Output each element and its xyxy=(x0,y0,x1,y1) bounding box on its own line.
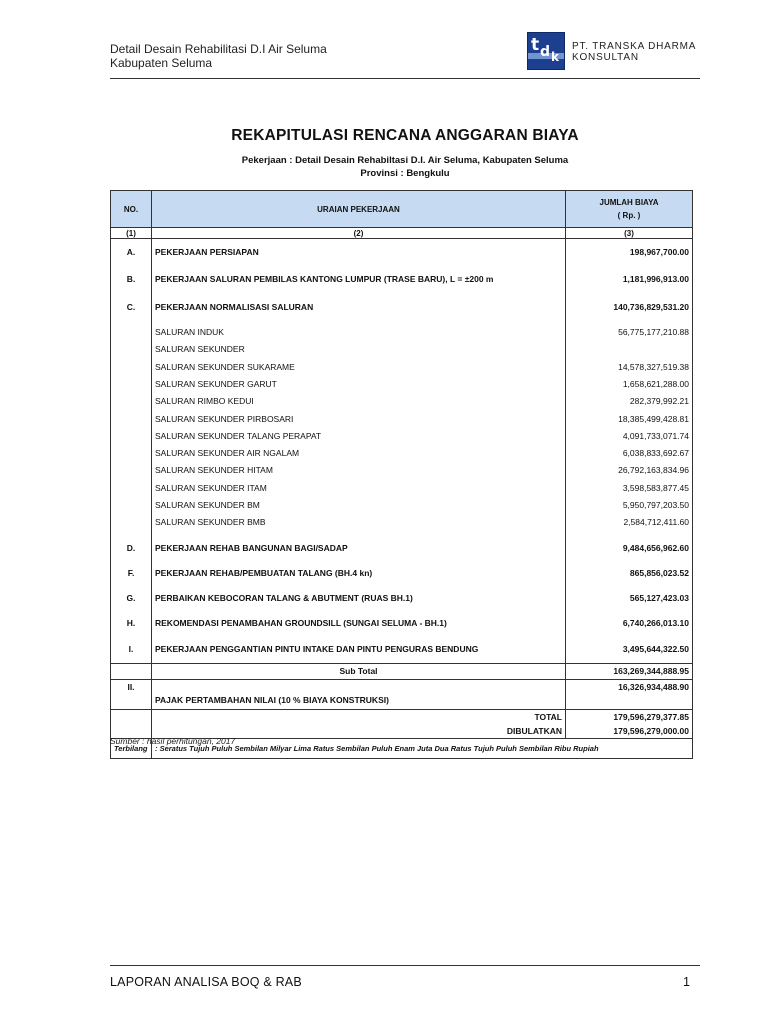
ppn-row xyxy=(111,679,693,709)
cell-uraian: SALURAN SEKUNDER BMB xyxy=(152,514,566,531)
table-row xyxy=(111,410,693,427)
cell-biaya: 5,950,797,203.50 xyxy=(566,496,693,513)
cell-no xyxy=(111,341,152,358)
cell-biaya: 282,379,992.21 xyxy=(566,393,693,410)
column-number-1: (1) xyxy=(111,228,152,239)
ppn-label: PAJAK PERTAMBAHAN NILAI (10 % BIAYA KONSTRUKSI) xyxy=(152,679,566,709)
cell-biaya: 1,658,621,288.00 xyxy=(566,375,693,392)
cell-biaya: 9,484,656,962.60 xyxy=(566,539,693,556)
total-label: TOTAL xyxy=(152,709,566,724)
cell-uraian: SALURAN SEKUNDER TALANG PERAPAT xyxy=(152,427,566,444)
table-row xyxy=(111,271,693,288)
cell-uraian: SALURAN SEKUNDER PIRBOSARI xyxy=(152,410,566,427)
cell-no xyxy=(111,323,152,340)
cell-uraian: SALURAN SEKUNDER ITAM xyxy=(152,479,566,496)
company-logo xyxy=(527,32,565,70)
table-row xyxy=(111,539,693,556)
dibulatkan-label: DIBULATKAN xyxy=(152,724,566,739)
cell-no: A. xyxy=(111,244,152,261)
subtotal-label: Sub Total xyxy=(152,663,566,679)
cell-uraian: PEKERJAAN PENGGANTIAN PINTU INTAKE DAN PINTU PENGURAS BENDUNG xyxy=(152,640,566,657)
logo-letter-t: t xyxy=(531,35,540,55)
cell-no xyxy=(111,410,152,427)
cell-uraian: SALURAN SEKUNDER BM xyxy=(152,496,566,513)
footer-divider xyxy=(110,965,700,966)
table-row xyxy=(111,393,693,410)
cell-biaya: 198,967,700.00 xyxy=(566,244,693,261)
cell-uraian: SALURAN SEKUNDER SUKARAME xyxy=(152,358,566,375)
cell-biaya xyxy=(566,341,693,358)
header-no: NO. xyxy=(111,191,152,228)
cell-no: F. xyxy=(111,564,152,581)
cell-biaya: 26,792,163,834.96 xyxy=(566,462,693,479)
column-number-2: (2) xyxy=(152,228,566,239)
cell-no xyxy=(111,375,152,392)
cell-uraian: PERBAIKAN KEBOCORAN TALANG & ABUTMENT (RUAS BH.1) xyxy=(152,590,566,607)
ppn-no: II. xyxy=(111,679,152,709)
cell-biaya: 14,578,327,519.38 xyxy=(566,358,693,375)
table-row xyxy=(111,564,693,581)
table-row xyxy=(111,244,693,261)
table-row xyxy=(111,496,693,513)
column-number-3: (3) xyxy=(566,228,693,239)
cell-uraian: REKOMENDASI PENAMBAHAN GROUNDSILL (SUNGAI SELUMA - BH.1) xyxy=(152,615,566,632)
cell-no xyxy=(111,514,152,531)
cell-biaya: 1,181,996,913.00 xyxy=(566,271,693,288)
footer-report-title: LAPORAN ANALISA BOQ & RAB xyxy=(110,975,302,989)
dibulatkan-value: 179,596,279,000.00 xyxy=(566,724,693,739)
table-row xyxy=(111,427,693,444)
cell-no: D. xyxy=(111,539,152,556)
table-row xyxy=(111,479,693,496)
table-spacer xyxy=(111,607,693,615)
cell-biaya: 3,495,644,322.50 xyxy=(566,640,693,657)
cell-uraian: PEKERJAAN REHAB BANGUNAN BAGI/SADAP xyxy=(152,539,566,556)
cell-biaya: 4,091,733,071.74 xyxy=(566,427,693,444)
table-header-row xyxy=(111,191,693,228)
source-note: Sumber : hasil perhitungan, 2017 xyxy=(110,736,236,746)
cell-no xyxy=(111,462,152,479)
cell-uraian: PEKERJAAN NORMALISASI SALURAN xyxy=(152,298,566,315)
terbilang-label: Terbilang xyxy=(111,738,152,758)
company-name xyxy=(572,41,696,63)
cell-biaya: 3,598,583,877.45 xyxy=(566,479,693,496)
cell-no: I. xyxy=(111,640,152,657)
header-jumlah xyxy=(566,191,693,228)
total-row xyxy=(111,709,693,724)
cell-no: H. xyxy=(111,615,152,632)
cell-uraian: SALURAN SEKUNDER AIR NGALAM xyxy=(152,444,566,461)
cell-uraian: SALURAN RIMBO KEDUI xyxy=(152,393,566,410)
logo-letter-d: d xyxy=(540,44,551,60)
page-number: 1 xyxy=(683,975,690,989)
header-jumlah-unit: ( Rp. ) xyxy=(617,211,641,220)
table-spacer xyxy=(111,582,693,590)
cell-uraian: SALURAN INDUK xyxy=(152,323,566,340)
cell-no: B. xyxy=(111,271,152,288)
table-spacer xyxy=(111,315,693,323)
cell-no xyxy=(111,479,152,496)
table-row xyxy=(111,375,693,392)
cell-no xyxy=(111,427,152,444)
company-name-line2: KONSULTAN xyxy=(572,52,639,63)
budget-table xyxy=(110,190,693,759)
project-name: Detail Desain Rehabilitasi D.I Air Seluma xyxy=(110,42,327,56)
table-row xyxy=(111,462,693,479)
cell-uraian: PEKERJAAN REHAB/PEMBUATAN TALANG (BH.4 kn) xyxy=(152,564,566,581)
cell-biaya: 140,736,829,531.20 xyxy=(566,298,693,315)
table-spacer xyxy=(111,556,693,564)
regency-name: Kabupaten Seluma xyxy=(110,56,213,70)
table-row xyxy=(111,615,693,632)
table-row xyxy=(111,341,693,358)
table-spacer xyxy=(111,261,693,271)
total-value: 179,596,279,377.85 xyxy=(566,709,693,724)
cell-uraian: SALURAN SEKUNDER xyxy=(152,341,566,358)
cell-biaya: 6,038,833,692.67 xyxy=(566,444,693,461)
cell-no xyxy=(111,358,152,375)
cell-no xyxy=(111,496,152,513)
document-title: REKAPITULASI RENCANA ANGGARAN BIAYA xyxy=(231,127,579,144)
cell-biaya: 865,856,023.52 xyxy=(566,564,693,581)
subtotal-value: 163,269,344,888.95 xyxy=(566,663,693,679)
cell-uraian: SALURAN SEKUNDER GARUT xyxy=(152,375,566,392)
table-row xyxy=(111,444,693,461)
cell-uraian: PEKERJAAN PERSIAPAN xyxy=(152,244,566,261)
company-name-line1: PT. TRANSKA DHARMA xyxy=(572,41,697,52)
cell-uraian: PEKERJAAN SALURAN PEMBILAS KANTONG LUMPUR (TRASE BARU), L = ±200 m xyxy=(152,271,566,288)
ppn-value: 16,326,934,488.90 xyxy=(566,679,693,709)
header-uraian: URAIAN PEKERJAAN xyxy=(152,191,566,228)
cell-biaya: 18,385,499,428.81 xyxy=(566,410,693,427)
logo-letter-k: k xyxy=(551,50,559,64)
document-subtitle-provinsi: Provinsi : Bengkulu xyxy=(360,168,450,179)
cell-biaya: 6,740,266,013.10 xyxy=(566,615,693,632)
cell-biaya: 56,775,177,210.88 xyxy=(566,323,693,340)
subtotal-row xyxy=(111,663,693,679)
table-row xyxy=(111,640,693,657)
table-spacer xyxy=(111,288,693,298)
table-row xyxy=(111,358,693,375)
table-spacer xyxy=(111,531,693,539)
page-header xyxy=(110,42,327,70)
cell-uraian: SALURAN SEKUNDER HITAM xyxy=(152,462,566,479)
table-row xyxy=(111,298,693,315)
table-row xyxy=(111,323,693,340)
document-subtitle-pekerjaan: Pekerjaan : Detail Desain Rehabiltasi D.I. Air Seluma, Kabupaten Seluma xyxy=(241,155,569,166)
cell-no xyxy=(111,393,152,410)
cell-no: C. xyxy=(111,298,152,315)
table-row xyxy=(111,590,693,607)
cell-biaya: 565,127,423.03 xyxy=(566,590,693,607)
table-spacer xyxy=(111,632,693,640)
table-row xyxy=(111,514,693,531)
header-divider xyxy=(110,78,700,79)
cell-no: G. xyxy=(111,590,152,607)
cell-no xyxy=(111,444,152,461)
table-column-numbers xyxy=(111,228,693,239)
cell-biaya: 2,584,712,411.60 xyxy=(566,514,693,531)
terbilang-value: : Seratus Tujuh Puluh Sembilan Milyar Lima Ratus Sembilan Puluh Enam Juta Dua Ratus Tujuh Puluh Sembilan Ribu Rupiah xyxy=(152,738,693,758)
header-jumlah-label: JUMLAH BIAYA xyxy=(599,198,659,207)
